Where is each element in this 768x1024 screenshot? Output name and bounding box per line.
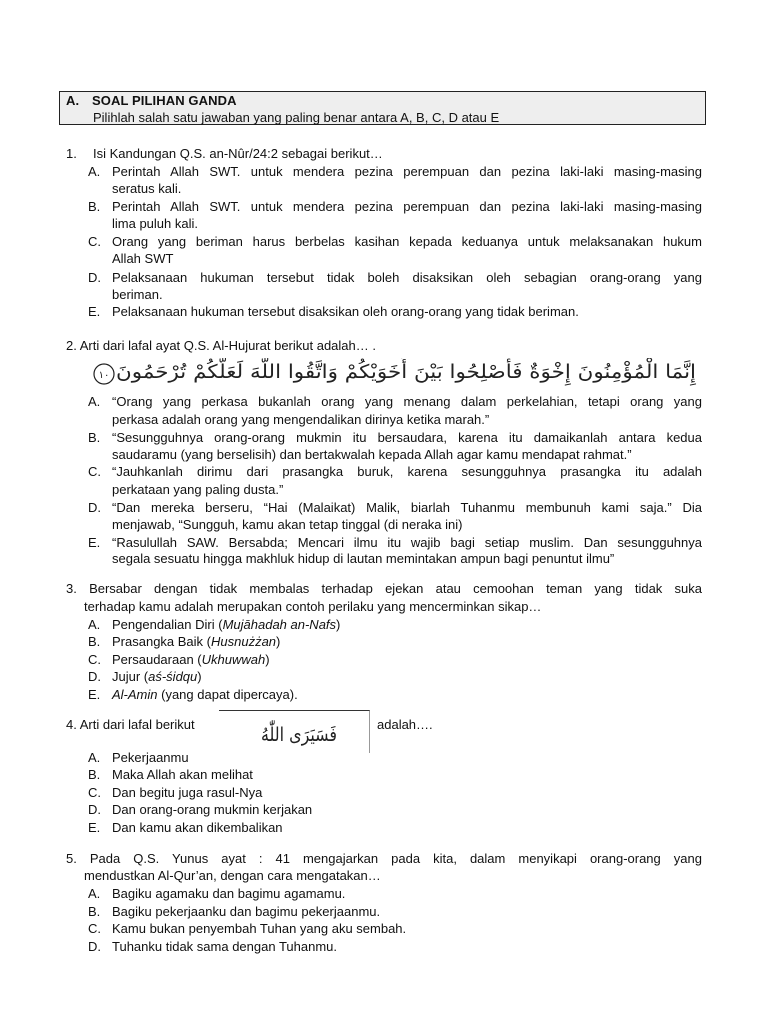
option-text-cont: Allah SWT — [112, 251, 174, 266]
option-letter: C. — [88, 464, 101, 479]
option-letter: D. — [88, 669, 101, 684]
question-stem: 2. Arti dari lafal ayat Q.S. Al-Hujurat berikut adalah… . — [66, 338, 376, 353]
option-text: Perintah Allah SWT. untuk mendera pezina perempuan dan pezina laki-laki masing-masing — [112, 164, 702, 179]
option-text: Pengendalian Diri (Mujāhadah an-Nafs) — [112, 617, 341, 632]
section-instruction: Pilihlah salah satu jawaban yang paling benar antara A, B, C, D atau E — [93, 110, 500, 125]
option-text: Dan kamu akan dikembalikan — [112, 820, 283, 835]
option-text: Jujur (aś-śidqu) — [112, 669, 202, 684]
option-letter: C. — [88, 921, 101, 936]
option-text-cont: segala sesuatu hingga makhluk hidup di lautan memintakan ampun bagi penuntut ilmu” — [112, 551, 615, 566]
option-letter: D. — [88, 500, 101, 515]
option-text: “Sesungguhnya orang-orang mukmin itu bersaudara, karena itu damaikanlah antara kedua — [112, 430, 702, 445]
question-stem-cont: mendustkan Al-Qur’an, dengan cara mengatakan… — [84, 868, 381, 883]
option-letter: C. — [88, 785, 101, 800]
question-stem: 4. Arti dari lafal berikut — [66, 717, 195, 732]
option-text: Bagiku agamaku dan bagimu agamamu. — [112, 886, 346, 901]
option-letter: E. — [88, 687, 101, 702]
option-letter: C. — [88, 652, 101, 667]
option-text: Pelaksanaan hukuman tersebut tidak boleh disaksikan oleh sebagian orang-orang yang — [112, 270, 702, 285]
arabic-phrase-image — [219, 710, 370, 753]
option-letter: A. — [88, 617, 101, 632]
option-letter: D. — [88, 939, 101, 954]
arabic-verse-image — [90, 358, 702, 388]
option-text: Orang yang beriman harus berbelas kasihan kepada keduanya untuk melaksanakan hukum — [112, 234, 702, 249]
section-title — [66, 93, 237, 108]
option-text: Persaudaraan (Ukhuwwah) — [112, 652, 270, 667]
option-text: Tuhanku tidak sama dengan Tuhanmu. — [112, 939, 337, 954]
option-letter: E. — [88, 820, 101, 835]
svg-text:١٠: ١٠ — [98, 370, 110, 381]
option-letter: A. — [88, 164, 101, 179]
option-text: Bagiku pekerjaanku dan bagimu pekerjaanmu. — [112, 904, 381, 919]
option-text-cont: perkasa adalah orang yang mengendalikan dirinya ketika marah.” — [112, 412, 490, 427]
question-number: 1. — [66, 146, 77, 161]
option-letter: A. — [88, 394, 101, 409]
option-letter: B. — [88, 634, 101, 649]
option-letter: D. — [88, 270, 101, 285]
question-stem: 3. Bersabar dengan tidak membalas terhadap ejekan atau cemoohan teman yang tidak suka — [66, 581, 702, 596]
svg-text:فَسَيَرَى اللّٰهُ: فَسَيَرَى اللّٰهُ — [261, 724, 352, 746]
option-text: “Rasulullah SAW. Bersabda; Mencari ilmu itu wajib bagi setiap muslim. Dan sesungguhnya — [112, 535, 702, 550]
option-text: “Orang yang perkasa bukanlah orang yang menang dalam perkelahian, tetapi orang yang — [112, 394, 702, 409]
option-text: Pelaksanaan hukuman tersebut disaksikan oleh orang-orang yang tidak beriman. — [112, 304, 579, 319]
section-letter: A. — [66, 93, 80, 108]
option-text: Perintah Allah SWT. untuk mendera pezina perempuan dan pezina laki-laki masing-masing — [112, 199, 702, 214]
option-text-cont: beriman. — [112, 287, 163, 302]
option-letter: B. — [88, 904, 101, 919]
question-stem: Isi Kandungan Q.S. an-Nûr/24:2 sebagai berikut… — [93, 146, 383, 161]
option-text: Kamu bukan penyembah Tuhan yang aku sembah. — [112, 921, 407, 936]
option-text-cont: perkataan yang paling dusta.” — [112, 482, 284, 497]
question-stem-suffix: adalah…. — [377, 717, 433, 732]
option-text-cont: saudaramu (yang berselisih) dan bertakwalah kepada Allah agar kamu mendapat rahmat.” — [112, 447, 632, 462]
option-text: “Dan mereka berseru, “Hai (Malaikat) Malik, biarlah Tuhanmu membunuh kami saja.” Dia — [112, 500, 702, 515]
option-text-cont: menjawab, “Sungguh, kamu akan tetap tinggal (di neraka ini) — [112, 517, 463, 532]
svg-text:إِنَّمَا الْمُؤْمِنُونَ إِخْوَ: إِنَّمَا الْمُؤْمِنُونَ إِخْوَةٌ فَأَصْلِحُوا بَيْنَ أَخَوَيْكُمْ وَاتَّقُوا اللَّهَ لَعَلَّكُمْ تُرْحَمُونَ — [116, 361, 631, 383]
option-text: Pekerjaanmu — [112, 750, 189, 765]
option-letter: B. — [88, 199, 101, 214]
arabic-calligraphy-icon — [219, 711, 369, 753]
option-text: “Jauhkanlah dirimu dari prasangka buruk, karena sesungguhnya prasangka itu adalah — [112, 464, 702, 479]
option-letter: B. — [88, 430, 101, 445]
option-letter: E. — [88, 535, 101, 550]
section-header — [59, 91, 706, 125]
arabic-calligraphy-icon — [90, 358, 702, 388]
option-text-cont: seratus kali. — [112, 181, 182, 196]
option-letter: A. — [88, 886, 101, 901]
option-letter: C. — [88, 234, 101, 249]
option-letter: A. — [88, 750, 101, 765]
section-title-text: SOAL PILIHAN GANDA — [92, 93, 237, 108]
option-text: Dan begitu juga rasul-Nya — [112, 785, 263, 800]
option-text: Al-Amin (yang dapat dipercaya). — [112, 687, 298, 702]
question-stem-cont: terhadap kamu adalah merupakan contoh perilaku yang mencerminkan sikap… — [84, 599, 542, 614]
option-text: Prasangka Baik (Husnużżan) — [112, 634, 281, 649]
question-stem: 5. Pada Q.S. Yunus ayat : 41 mengajarkan pada kita, dalam menyikapi orang-orang yang — [66, 851, 702, 866]
option-text: Maka Allah akan melihat — [112, 767, 253, 782]
option-letter: D. — [88, 802, 101, 817]
option-letter: B. — [88, 767, 101, 782]
option-text: Dan orang-orang mukmin kerjakan — [112, 802, 313, 817]
option-letter: E. — [88, 304, 101, 319]
option-text-cont: lima puluh kali. — [112, 216, 198, 231]
